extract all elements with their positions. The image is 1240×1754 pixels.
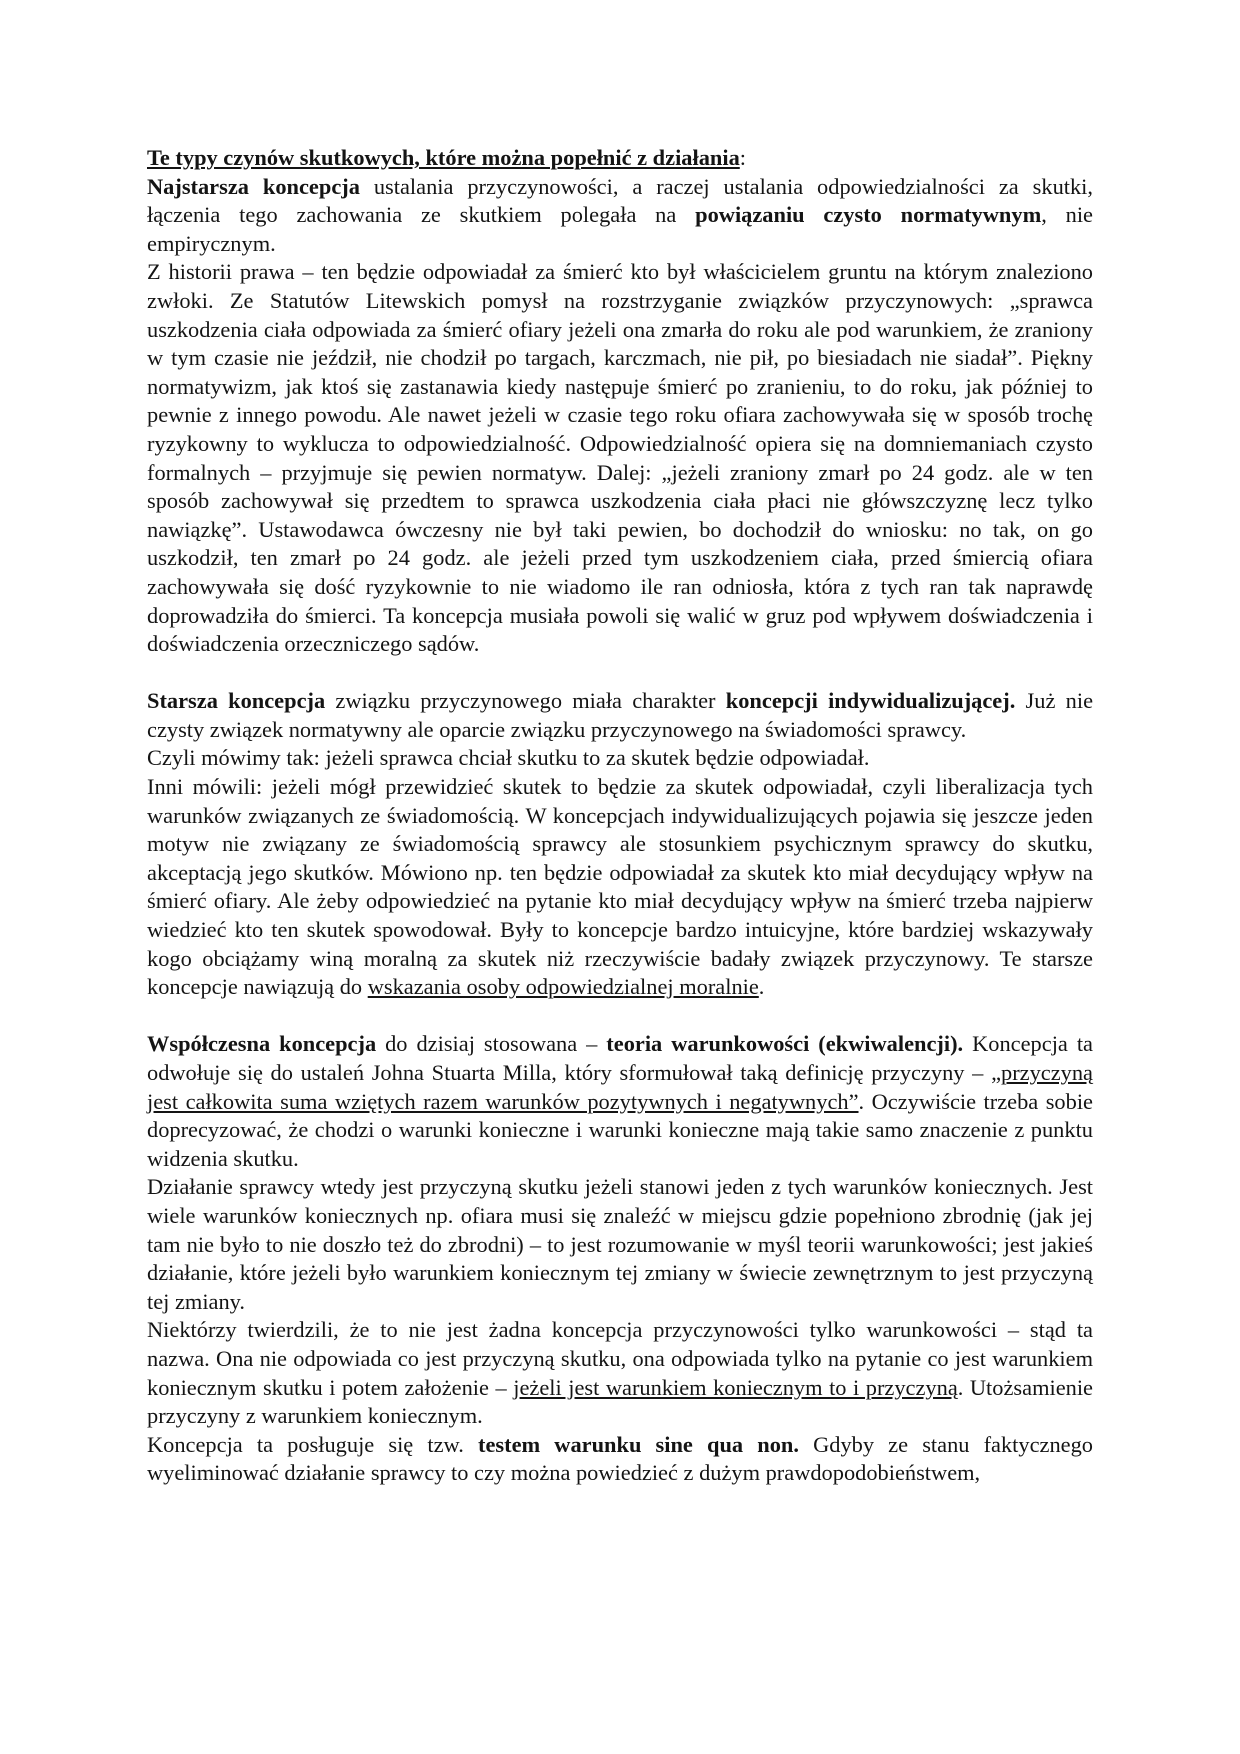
paragraph-test-sine-qua-non <box>147 1431 1093 1488</box>
heading-text: Te typy czynów skutkowych, które można popełnić z działania <box>147 145 740 170</box>
paragraph-text: do dzisiaj stosowana – <box>376 1031 607 1057</box>
term-teoria-warunkowosci: teoria warunkowości (ekwiwalencji). <box>606 1031 964 1057</box>
paragraph-text: Koncepcja ta posługuje się tzw. <box>147 1431 478 1457</box>
term-starsza-koncepcja: Starsza koncepcja <box>147 688 326 714</box>
underlined-definicja-milla: „przyczyną jest całkowita suma wziętych razem warunków pozytywnych i negatywnych” <box>147 1060 1093 1114</box>
paragraph-text: . Utożsamienie przyczyny z warunkiem koniecznym. <box>147 1374 1093 1429</box>
paragraph-starsza-koncepcja <box>147 687 1093 744</box>
paragraph-text: Koncepcja ta odwołuje się do ustaleń Johna Stuarta Milla, który sformułował taką definicję przyczyny – <box>147 1031 1093 1085</box>
paragraph-dzialanie-sprawcy: Działanie sprawcy wtedy jest przyczyną skutku jeżeli stanowi jeden z tych warunków koniecznych. Jest wiele warunków koniecznych np. ofiara musi się znaleźć w miejscu gdzie popełniono zbrodnię (jak jej tam nie było to nie doszło też do zbrodni) – to jest rozumowanie w myśl teorii warunkowości; jest jakieś działanie, które jeżeli było warunkiem koniecznym tej zmiany w świecie zewnętrznym to jest przyczyną tej zmiany. <box>147 1174 1093 1314</box>
paragraph-text: , nie empirycznym. <box>147 202 1093 256</box>
term-koncepcja-indywidualizujaca: koncepcji indywidualizującej. <box>725 688 1016 714</box>
paragraph-text: . <box>758 974 765 1000</box>
paragraph-historia-prawa: Z historii prawa – ten będzie odpowiadał za śmierć kto był właścicielem gruntu na którym znaleziono zwłoki. Ze Statutów Litewskich pomysł na rozstrzyganie związków przyczynowych: „sprawca uszkodzenia ciała odpowiada za śmierć ofiary jeżeli ona zmarła do roku ale pod warunkiem, że zraniony w tym czasie nie jeździł, nie chodził po targach, karczmach, nie pił, po biesiadach nie siadał”. Piękny normatywizm, jak ktoś się zastanawia kiedy następuje śmierć po zranieniu, to do roku, jak później to pewnie z innego powodu. Ale nawet jeżeli w czasie tego roku ofiara zachowywała się w sposób trochę ryzykowny to wyklucza to odpowiedzialność. Odpowiedzialność opiera się na domniemaniach czysto formalnych – przyjmuje się pewien normatyw. Dalej: „jeżeli zraniony zmarł po 24 godz. ale w ten sposób zachowywał się przedtem to sprawca uszkodzenia ciała płaci nie główszczyznę lecz tylko nawiązkę”. Ustawodawca ówczesny nie był taki pewien, bo dochodził do wniosku: no tak, on go uszkodził, ten zmarł po 24 godz. ale jeżeli przed tym uszkodzeniem ciała, przed śmiercią ofiara zachowywała się dość ryzykownie to nie wiadomo ile ran odniosła, która z tych ran tak naprawdę doprowadziła do śmierci. Ta koncepcja musiała powoli się walić w gruz pod wpływem doświadczenia i doświadczenia orzeczniczego sądów. <box>147 259 1093 657</box>
paragraph-czyli-mowimy: Czyli mówimy tak: jeżeli sprawca chciał skutku to za skutek będzie odpowiadał. <box>147 745 870 771</box>
paragraph-text: Już nie czysty związek normatywny ale oparcie związku przyczynowego na świadomości sprawcy. <box>147 688 1094 742</box>
term-test-sine-qua-non: testem warunku sine qua non. <box>478 1431 799 1457</box>
underlined-wskazanie-osoby: wskazania osoby odpowiedzialnej moralnie <box>367 974 759 1000</box>
paragraph-text: Inni mówili: jeżeli mógł przewidzieć skutek to będzie za skutek odpowiadał, czyli liberalizacja tych warunków związanych ze świadomością. W koncepcjach indywidualizujących pojawia się jeszcze jeden motyw nie związany ze świadomością sprawcy ale stosunkiem psychicznym sprawcy do skutku, akceptacją jego skutków. Mówiono np. ten będzie odpowiadał za skutek kto miał decydujący wpływ na śmierć ofiary. Ale żeby odpowiedzieć na pytanie kto miał decydujący wpływ na śmierć trzeba najpierw wiedzieć kto ten skutek spowodował. Były to koncepcje bardzo intuicyjne, które bardziej wskazywały kogo obciążamy winą moralną za skutek niż rzeczywiście badały związek przyczynowy. Te starsze koncepcje nawiązują do <box>147 774 1093 1000</box>
paragraph-text: Niektórzy twierdzili, że to nie jest żadna koncepcja przyczynowości tylko warunkowości – stąd ta nazwa. Ona nie odpowiada co jest przyczyną skutku, ona odpowiada tylko na pytanie co jest warunkiem koniecznym skutku i potem założenie – <box>147 1317 1093 1400</box>
term-najstarsza-koncepcja: Najstarsza koncepcja <box>147 173 360 199</box>
paragraph-najstarsza-koncepcja <box>147 173 1093 259</box>
paragraph-text: ustalania przyczynowości, a raczej ustalania odpowiedzialności za skutki, łączenia tego zachowania ze skutkiem polegała na <box>147 173 1093 228</box>
paragraph-text: . Oczywiście trzeba sobie doprecyzować, że chodzi o warunki konieczne i warunki konieczne mają takie samo znaczenie z punktu widzenia skutku. <box>147 1088 1093 1171</box>
document-heading <box>147 144 1093 173</box>
paragraph-text: Gdyby ze stanu faktycznego wyeliminować działanie sprawcy to czy można powiedzieć z dużym prawdopodobieństwem, <box>147 1431 1093 1486</box>
paragraph-inni-mowili <box>147 773 1093 1002</box>
paragraph-niektorzy-twierdzili <box>147 1316 1093 1430</box>
term-wspolczesna-koncepcja: Współczesna koncepcja <box>147 1031 377 1057</box>
underlined-warunek-konieczny: jeżeli jest warunkiem koniecznym to i przyczyną <box>513 1374 958 1400</box>
document-page <box>147 144 1093 1488</box>
heading-colon: : <box>739 145 747 170</box>
paragraph-wspolczesna-koncepcja <box>147 1030 1093 1173</box>
paragraph-text: związku przyczynowego miała charakter <box>325 688 726 714</box>
term-powiazanie-normatywne: powiązaniu czysto normatywnym <box>695 202 1042 228</box>
